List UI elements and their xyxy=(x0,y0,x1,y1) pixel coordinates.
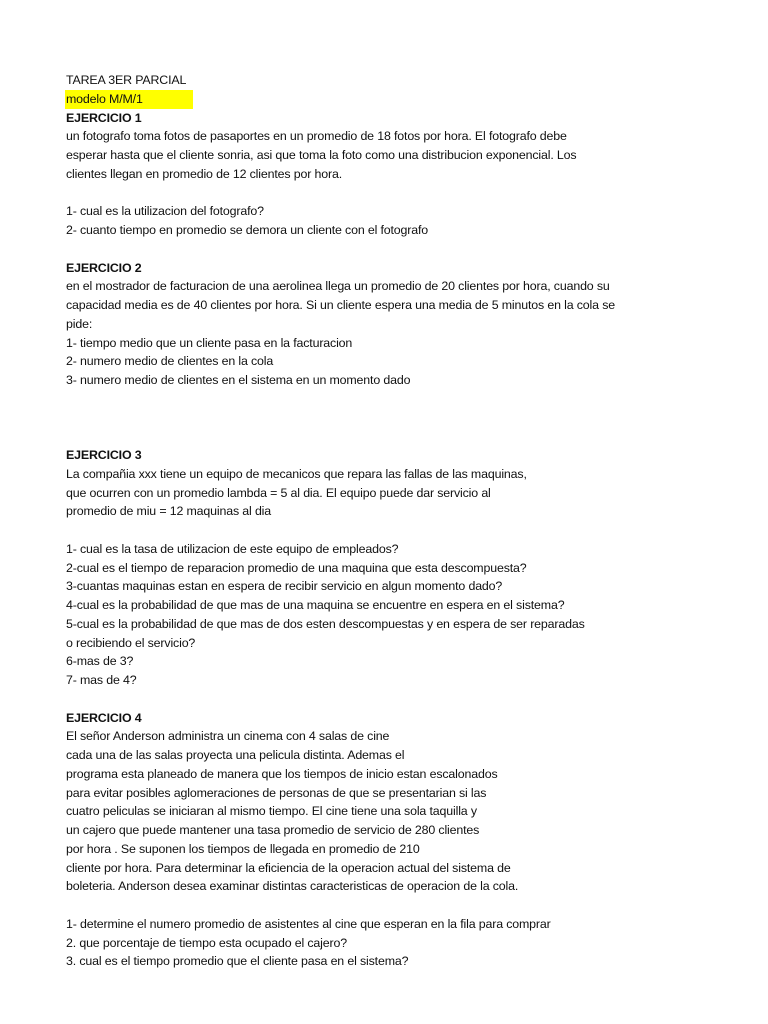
blank-line xyxy=(66,690,726,709)
exercise-text-line: esperar hasta que el cliente sonria, asi que toma la foto como una distribucion exponencial. Los xyxy=(66,148,577,162)
exercise-text-line: 1- tiempo medio que un cliente pasa en la facturacion xyxy=(66,335,353,350)
exercise-text-line: 3-cuantas maquinas estan en espera de recibir servicio en algun momento dado? xyxy=(66,579,503,594)
exercise-text-line: 2- numero medio de clientes en la cola xyxy=(66,354,274,369)
document-subtitle-line xyxy=(66,90,726,109)
exercise-heading: EJERCICIO 4 xyxy=(66,710,142,725)
exercise-text-line: por hora . Se suponen los tiempos de llegada en promedio de 210 xyxy=(66,841,420,856)
exercise-text-line: boleteria. Anderson desea examinar distintas caracteristicas de operacion de la cola. xyxy=(66,879,519,894)
exercise-block xyxy=(66,709,726,972)
document-title: TAREA 3ER PARCIAL xyxy=(66,73,187,87)
exercise-text-line: 3- numero medio de clientes en el sistema en un momento dado xyxy=(66,373,411,387)
exercise-text-line: pide: xyxy=(66,316,93,331)
blank-line xyxy=(66,427,726,446)
exercise-text-line: La compañia xxx tiene un equipo de mecanicos que repara las fallas de las maquinas, xyxy=(66,466,527,481)
blank-line xyxy=(66,896,726,915)
exercise-text-line: capacidad media es de 40 clientes por hora. Si un cliente espera una media de 5 minutos en la cola se xyxy=(66,298,615,312)
exercise-text-line: El señor Anderson administra un cinema con 4 salas de cine xyxy=(66,729,390,744)
blank-line xyxy=(66,521,726,540)
exercise-text-line: 4-cual es la probabilidad de que mas de una maquina se encuentre en espera en el sistema? xyxy=(66,598,565,612)
exercise-heading: EJERCICIO 3 xyxy=(66,448,142,462)
exercise-text-line: 2- cuanto tiempo en promedio se demora un cliente con el fotografo xyxy=(66,223,429,237)
exercise-block xyxy=(66,109,726,259)
exercise-text-line: 5-cual es la probabilidad de que mas de dos esten descompuestas y en espera de ser reparadas xyxy=(66,616,585,631)
exercise-text-line: 1- determine el numero promedio de asistentes al cine que esperan en la fila para comprar xyxy=(66,916,551,931)
exercise-text-line: cuatro peliculas se iniciaran al mismo tiempo. El cine tiene una sola taquilla y xyxy=(66,804,477,819)
exercise-text-line: para evitar posibles aglomeraciones de personas de que se presentarian si las xyxy=(66,785,487,800)
exercise-text-line: programa esta planeado de manera que los tiempos de inicio estan escalonados xyxy=(66,766,498,781)
blank-line xyxy=(66,390,726,409)
exercise-text-line: que ocurren con un promedio lambda = 5 al dia. El equipo puede dar servicio al xyxy=(66,485,491,500)
exercise-heading: EJERCICIO 2 xyxy=(66,260,142,275)
exercise-block xyxy=(66,446,726,709)
exercise-text-line: un cajero que puede mantener una tasa promedio de servicio de 280 clientes xyxy=(66,823,480,837)
exercise-text-line: 1- cual es la tasa de utilizacion de este equipo de empleados? xyxy=(66,541,399,556)
exercises-container xyxy=(66,109,726,972)
exercise-block xyxy=(66,259,726,447)
exercise-text-line: 7- mas de 4? xyxy=(66,673,137,687)
document-content xyxy=(66,71,726,971)
exercise-text-line: 3. cual es el tiempo promedio que el cliente pasa en el sistema? xyxy=(66,954,409,969)
exercise-text-line: promedio de miu = 12 maquinas al dia xyxy=(66,504,272,519)
exercise-text-line: 2-cual es el tiempo de reparacion promedio de una maquina que esta descompuesta? xyxy=(66,560,527,575)
blank-line xyxy=(66,409,726,428)
exercise-text-line: clientes llegan en promedio de 12 clientes por hora. xyxy=(66,166,342,181)
exercise-text-line: o recibiendo el servicio? xyxy=(66,635,196,650)
exercise-text-line: 6-mas de 3? xyxy=(66,654,134,669)
exercise-text-line: cliente por hora. Para determinar la eficiencia de la operacion actual del sistema de xyxy=(66,860,511,875)
exercise-text-line: un fotografo toma fotos de pasaportes en un promedio de 18 fotos por hora. El fotografo debe xyxy=(66,129,567,144)
exercise-text-line: cada una de las salas proyecta una pelicula distinta. Ademas el xyxy=(66,748,405,762)
blank-line xyxy=(66,184,726,203)
exercise-text-line: 1- cual es la utilizacion del fotografo? xyxy=(66,204,264,219)
exercise-heading: EJERCICIO 1 xyxy=(66,110,142,125)
exercise-text-line: en el mostrador de facturacion de una aerolinea llega un promedio de 20 clientes por hora, cuando su xyxy=(66,279,610,294)
highlighted-subtitle: modelo M/M/1 xyxy=(65,90,193,109)
blank-line xyxy=(66,240,726,259)
exercise-text-line: 2. que porcentaje de tiempo esta ocupado el cajero? xyxy=(66,935,347,950)
